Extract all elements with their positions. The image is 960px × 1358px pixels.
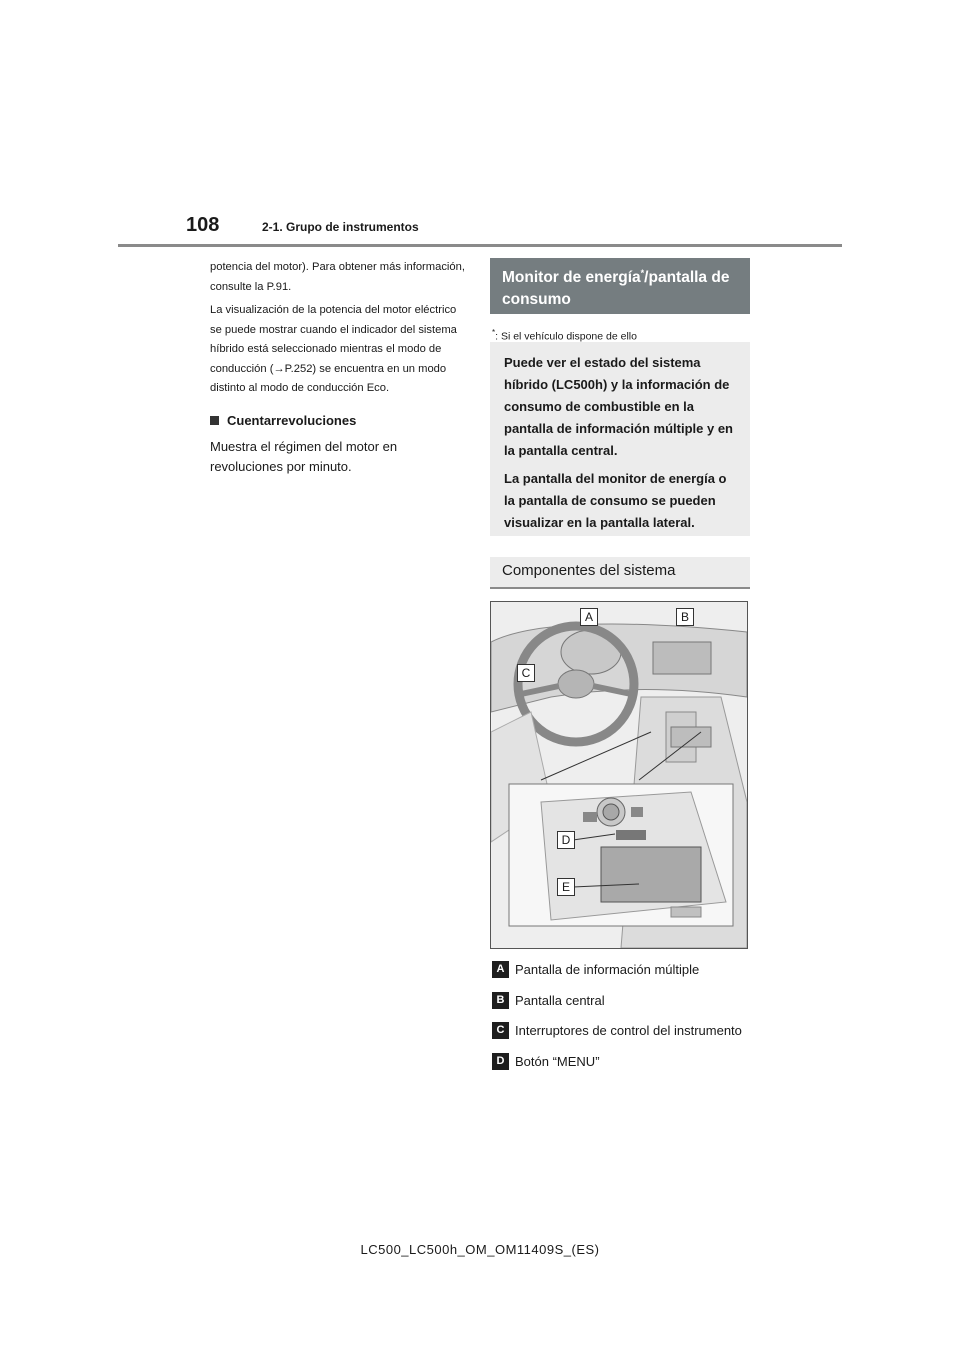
intro-paragraph-2: La pantalla del monitor de energía o la pantalla de consumo se pueden visualizar en la pantalla lateral. (504, 471, 727, 530)
header-rule (118, 244, 842, 247)
legend-item-d (492, 1052, 752, 1073)
banner-title-part2: /pantalla de consumo (502, 269, 730, 309)
footnote-text: : Si el vehículo dispone de ello (495, 330, 637, 343)
left-column (210, 258, 468, 478)
legend-item-a (492, 960, 752, 981)
paragraph-tachometer: Muestra el régimen del motor en revoluciones por minuto. (210, 438, 398, 474)
intro-paragraph-1: Puede ver el estado del sistema híbrido (LC500h) y la información de consumo de combustible en la pantalla de información múltiple y en la pantalla central. (504, 355, 733, 458)
callout-a: A (580, 608, 598, 626)
intro-box (490, 342, 750, 536)
footer-document-code: LC500_LC500h_OM_OM11409S_(ES) (360, 1242, 600, 1257)
legend-key-d: D (492, 1053, 509, 1070)
paragraph-electric-motor: La visualización de la potencia del motor eléctrico se puede mostrar cuando el indicador del sistema híbrido está seleccionado mientras el modo de conducción (→P.252) se encuentra en un modo distinto al modo de conducción Eco. (210, 304, 457, 394)
legend-text-b: Pantalla central (515, 992, 605, 1008)
banner-title-part1: Monitor de energía (502, 269, 641, 287)
legend-key-c: C (492, 1022, 509, 1039)
page-number: 108 (186, 214, 220, 236)
callout-b: B (676, 608, 694, 626)
cockpit-drawing (491, 602, 747, 948)
legend-item-b (492, 991, 752, 1012)
callout-e: E (557, 878, 575, 896)
subheading-text: Cuentarrevoluciones (227, 412, 357, 428)
legend-item-c (492, 1021, 752, 1042)
footnote-mark: * (492, 328, 496, 337)
legend-key-b: B (492, 992, 509, 1009)
energy-monitor-banner (490, 258, 750, 314)
paragraph-power: potencia del motor). Para obtener más información, consulte la P.91. (210, 261, 465, 293)
section-reference: 2-1. Grupo de instrumentos (262, 220, 419, 234)
banner-asterisk: * (640, 268, 645, 278)
subheading-tachometer (210, 413, 468, 428)
callout-c: C (517, 664, 535, 682)
callout-d: D (557, 831, 575, 849)
square-bullet-icon (210, 416, 219, 425)
component-legend (492, 960, 752, 1082)
legend-text-c: Interruptores de control del instrumento (515, 1023, 742, 1038)
cockpit-illustration (490, 601, 748, 949)
components-banner: Componentes del sistema (490, 557, 750, 589)
legend-text-d: Botón “MENU” (515, 1053, 600, 1069)
legend-text-a: Pantalla de información múltiple (515, 962, 700, 977)
footnote (492, 328, 637, 343)
legend-key-a: A (492, 961, 509, 978)
